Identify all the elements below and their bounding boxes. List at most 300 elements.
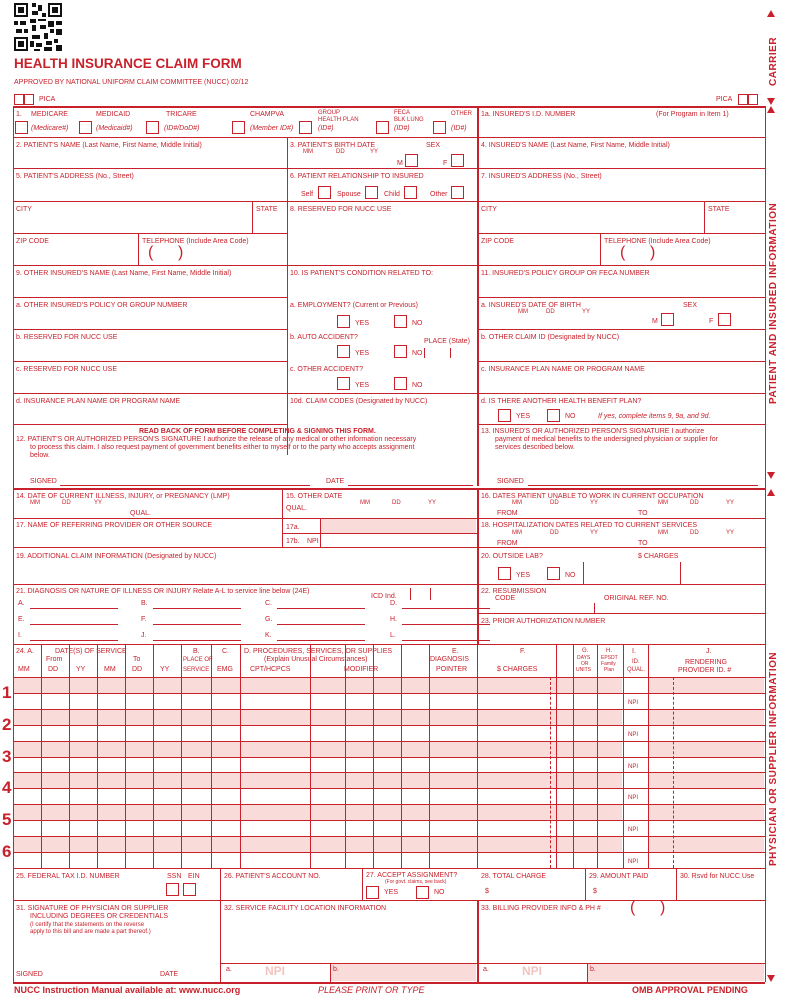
arrow-up-2 bbox=[767, 106, 775, 113]
line-section-break bbox=[13, 488, 765, 490]
svc-vline bbox=[477, 644, 478, 868]
zip-label-right: ZIP CODE bbox=[481, 238, 514, 245]
f19-label: 19. ADDITIONAL CLAIM INFORMATION (Designated by NUCC) bbox=[16, 553, 217, 560]
f31-date: DATE bbox=[160, 971, 179, 978]
svc-vline bbox=[597, 644, 598, 868]
f20-label: 20. OUTSIDE LAB? bbox=[481, 553, 543, 560]
f16-from: FROM bbox=[497, 510, 518, 517]
div-28-29 bbox=[585, 868, 586, 900]
f22-orig: ORIGINAL REF. NO. bbox=[604, 595, 669, 602]
f17a-label: 17a. bbox=[286, 524, 300, 531]
svc-row-number: 4 bbox=[2, 778, 12, 798]
svc-vline bbox=[69, 644, 70, 868]
f25-ein-checkbox[interactable] bbox=[183, 883, 196, 896]
f11d-yes-checkbox[interactable] bbox=[498, 409, 511, 422]
f18-mm1: MM bbox=[512, 530, 522, 536]
f31-signed: SIGNED bbox=[16, 971, 43, 978]
f17b-npi: NPI bbox=[307, 538, 319, 545]
f15-mm: MM bbox=[360, 500, 370, 506]
f17-label: 17. NAME OF REFERRING PROVIDER OR OTHER SOURCE bbox=[16, 522, 213, 529]
line-row3 bbox=[13, 201, 765, 202]
diag-letter: B. bbox=[141, 600, 148, 607]
svc-row-number: 6 bbox=[2, 842, 12, 861]
tricare-label: TRICARE bbox=[166, 111, 197, 118]
f20-no: NO bbox=[565, 572, 576, 579]
f11a-f: F bbox=[709, 318, 714, 325]
state-label-left: STATE bbox=[256, 206, 278, 213]
side-carrier: CARRIER bbox=[768, 36, 779, 86]
f28-dollar: $ bbox=[485, 888, 489, 895]
pica-right-box-2[interactable] bbox=[748, 94, 758, 105]
f17a-shade bbox=[320, 519, 476, 533]
f18-to: TO bbox=[638, 540, 648, 547]
side-physician-supplier: PHYSICIAN OR SUPPLIER INFORMATION bbox=[768, 651, 779, 866]
f24-h4: Plan bbox=[604, 667, 615, 673]
f24-h2: EPSDT bbox=[601, 655, 618, 661]
f4-label: 4. INSURED'S NAME (Last Name, First Name, Middle Initial) bbox=[481, 142, 670, 149]
f24-i2: ID. bbox=[632, 659, 640, 665]
footer-center: PLEASE PRINT OR TYPE bbox=[318, 985, 425, 995]
svc-vline bbox=[556, 644, 557, 868]
group-checkbox[interactable] bbox=[299, 121, 312, 134]
f22-label: 22. RESUBMISSION bbox=[481, 588, 547, 595]
group-label: GROUP bbox=[318, 110, 341, 116]
f12-line2: to process this claim. I also request payment of government benefits either to myself or to the party who accepts assignment bbox=[30, 444, 415, 451]
diag-line bbox=[153, 624, 241, 625]
f10c-no: NO bbox=[412, 382, 423, 389]
svc-shade-j bbox=[649, 742, 764, 757]
f16-mm1: MM bbox=[512, 500, 522, 506]
f24-c: C. bbox=[222, 648, 229, 655]
f6-other-checkbox[interactable] bbox=[451, 186, 464, 199]
f24-j3: PROVIDER ID. # bbox=[678, 667, 732, 674]
f1a-note: (For Program in Item 1) bbox=[656, 111, 729, 118]
diag-line bbox=[402, 640, 490, 641]
line-row4-right bbox=[477, 233, 765, 234]
f24-b: B. bbox=[193, 648, 200, 655]
f32-sub-b: b. bbox=[333, 966, 339, 973]
icd-box-right bbox=[430, 588, 431, 600]
f13-signed: SIGNED bbox=[497, 478, 524, 485]
arrow-down-3 bbox=[767, 975, 775, 982]
f27-label: 27. ACCEPT ASSIGNMENT? bbox=[366, 872, 458, 879]
f24-b2: PLACE OF bbox=[183, 657, 213, 663]
f13-line2: payment of medical benefits to the undersigned physician or supplier for bbox=[495, 436, 718, 443]
f24-from: From bbox=[46, 656, 63, 663]
f6-other: Other bbox=[430, 191, 448, 198]
svc-vline bbox=[373, 644, 374, 868]
f11a-label: a. INSURED'S DATE OF BIRTH bbox=[481, 302, 581, 309]
qr-code bbox=[14, 3, 62, 51]
pica-left-box-2[interactable] bbox=[24, 94, 34, 105]
tel-label-right: TELEPHONE (Include Area Code) bbox=[604, 238, 711, 245]
f10c-yes-checkbox[interactable] bbox=[337, 377, 350, 390]
f10a-label: a. EMPLOYMENT? (Current or Previous) bbox=[290, 302, 418, 309]
svc-vline bbox=[573, 644, 574, 868]
f9d-label: d. INSURANCE PLAN NAME OR PROGRAM NAME bbox=[16, 398, 181, 405]
diag-line bbox=[153, 608, 241, 609]
div-26-27 bbox=[362, 868, 363, 900]
svc-row-npi: NPI bbox=[628, 700, 639, 706]
line-row17 bbox=[13, 547, 765, 548]
medicare-checkbox[interactable] bbox=[15, 121, 28, 134]
f14-mm: MM bbox=[30, 500, 40, 506]
diag-line bbox=[30, 608, 118, 609]
f24-g4: UNITS bbox=[576, 667, 591, 673]
f8-label: 8. RESERVED FOR NUCC USE bbox=[290, 206, 392, 213]
svc-row-npi: NPI bbox=[628, 827, 639, 834]
f31-label: 31. SIGNATURE OF PHYSICIAN OR SUPPLIER bbox=[16, 905, 169, 912]
div-20b bbox=[680, 562, 681, 584]
f13-label: 13. INSURED'S OR AUTHORIZED PERSON'S SIGNATURE I authorize bbox=[481, 428, 705, 435]
diag-line bbox=[30, 624, 118, 625]
svc-shade-j bbox=[649, 773, 764, 788]
f24-e: E. bbox=[452, 648, 459, 655]
f24-yy1: YY bbox=[76, 666, 86, 673]
diag-letter: E. bbox=[18, 616, 25, 623]
diag-letter: K. bbox=[265, 632, 272, 639]
arrow-up-3 bbox=[767, 489, 775, 496]
f11a-f-checkbox[interactable] bbox=[718, 313, 731, 326]
svc-row-npi: NPI bbox=[628, 795, 639, 802]
f24-g3: OR bbox=[581, 661, 589, 667]
svc-vline bbox=[765, 644, 766, 868]
f6-spouse: Spouse bbox=[337, 191, 361, 198]
f30-label: 30. Rsvd for NUCC Use bbox=[680, 873, 755, 880]
f25-ein: EIN bbox=[188, 873, 200, 880]
f6-child: Child bbox=[384, 191, 400, 198]
city-label-left: CITY bbox=[16, 206, 32, 213]
svc-row-number: 2 bbox=[2, 714, 12, 734]
f18-label: 18. HOSPITALIZATION DATES RELATED TO CURRENT SERVICES bbox=[481, 522, 698, 529]
f6-self-checkbox[interactable] bbox=[318, 186, 331, 199]
f24-j: J. bbox=[706, 648, 712, 655]
svc-vline bbox=[623, 644, 624, 868]
f3-f-checkbox[interactable] bbox=[451, 154, 464, 167]
svc-row-npi: NPI bbox=[628, 859, 639, 865]
svc-vline bbox=[97, 644, 98, 868]
f20-yes-checkbox[interactable] bbox=[498, 567, 511, 580]
diag-line bbox=[277, 608, 365, 609]
f32b-shade bbox=[331, 964, 476, 981]
f16-to: TO bbox=[638, 510, 648, 517]
f24-f2: $ CHARGES bbox=[497, 666, 538, 673]
f24-f: F. bbox=[520, 648, 526, 655]
f10a-yes: YES bbox=[355, 320, 370, 327]
f24-yy2: YY bbox=[160, 666, 170, 673]
f21-label: 21. DIAGNOSIS OR NATURE OF ILLNESS OR INJURY Relate A-L to service line below (24E) bbox=[16, 588, 310, 595]
medicaid-label: MEDICAID bbox=[96, 111, 131, 118]
diag-letter: G. bbox=[265, 616, 273, 623]
svc-vline bbox=[153, 644, 154, 868]
f24-dates: DATE(S) OF SERVICE bbox=[55, 648, 127, 655]
f7-label: 7. INSURED'S ADDRESS (No., Street) bbox=[481, 173, 602, 180]
other-checkbox[interactable] bbox=[433, 121, 446, 134]
line-row2 bbox=[13, 168, 765, 169]
feca-checkbox[interactable] bbox=[376, 121, 389, 134]
svc-vline bbox=[240, 644, 241, 868]
f16-mm2: MM bbox=[658, 500, 668, 506]
medicaid-checkbox[interactable] bbox=[79, 121, 92, 134]
svc-shade bbox=[14, 773, 622, 788]
f12-signed: SIGNED bbox=[30, 478, 57, 485]
f24-j2: RENDERING bbox=[685, 659, 728, 666]
tel-label-left: TELEPHONE (Include Area Code) bbox=[142, 238, 249, 245]
f12-line3: below. bbox=[30, 452, 50, 459]
diag-letter: H. bbox=[390, 616, 397, 623]
f11a-m-checkbox[interactable] bbox=[661, 313, 674, 326]
f33-paren-open: ( bbox=[630, 899, 636, 916]
line-row6-right bbox=[477, 297, 765, 298]
f6-spouse-checkbox[interactable] bbox=[365, 186, 378, 199]
div-tel-left bbox=[138, 233, 139, 265]
svc-row-npi: NPI bbox=[628, 731, 639, 738]
div-25-26 bbox=[220, 868, 221, 982]
f29-label: 29. AMOUNT PAID bbox=[589, 873, 649, 880]
svc-shade bbox=[14, 678, 622, 693]
svc-row-npi: NPI bbox=[628, 763, 639, 770]
svc-vline bbox=[211, 644, 212, 868]
f11a-yy: YY bbox=[582, 309, 591, 315]
f27-yes: YES bbox=[384, 889, 399, 896]
f32-npi-ghost: NPI bbox=[265, 964, 286, 978]
f33-label: 33. BILLING PROVIDER INFO & PH # bbox=[481, 905, 601, 912]
place-state: PLACE (State) bbox=[424, 338, 470, 345]
f11d-no-checkbox[interactable] bbox=[547, 409, 560, 422]
f11d-yes: YES bbox=[516, 413, 531, 420]
f15-yy: YY bbox=[428, 500, 437, 506]
frame-top bbox=[13, 106, 765, 108]
svc-shade bbox=[14, 837, 622, 852]
f21-icd: ICD Ind. bbox=[371, 593, 397, 600]
f9b-label: b. RESERVED FOR NUCC USE bbox=[16, 334, 118, 341]
f6-self: Self bbox=[301, 191, 314, 198]
diag-line bbox=[30, 640, 118, 641]
arrow-up-1 bbox=[767, 10, 775, 17]
f14-yy: YY bbox=[94, 500, 103, 506]
f3-sex: SEX bbox=[426, 142, 441, 149]
f24-mm1: MM bbox=[18, 666, 30, 673]
champva-checkbox[interactable] bbox=[232, 121, 245, 134]
f25-label: 25. FEDERAL TAX I.D. NUMBER bbox=[16, 873, 120, 880]
f18-mm2: MM bbox=[658, 530, 668, 536]
diag-letter: L. bbox=[390, 632, 396, 639]
f33-sub-b: b. bbox=[590, 966, 596, 973]
line-22 bbox=[477, 613, 765, 614]
f17b-label: 17b. bbox=[286, 538, 300, 545]
svc-vline bbox=[310, 644, 311, 868]
f9a-label: a. OTHER INSURED'S POLICY OR GROUP NUMBER bbox=[16, 302, 188, 309]
tricare-checkbox[interactable] bbox=[146, 121, 159, 134]
item1-label: 1. bbox=[16, 111, 22, 118]
f12-signed-line bbox=[60, 485, 310, 486]
city-label-right: CITY bbox=[481, 206, 497, 213]
f3-label: 3. PATIENT'S BIRTH DATE bbox=[290, 142, 376, 149]
line-17a bbox=[282, 533, 477, 534]
f24-h3: Family bbox=[601, 661, 616, 667]
f3-m-checkbox[interactable] bbox=[405, 154, 418, 167]
feca-label: FECA bbox=[394, 110, 411, 116]
f31-l3: (I certify that the statements on the reverse bbox=[30, 922, 145, 928]
svc-shade-j bbox=[649, 837, 764, 852]
svc-vline bbox=[181, 644, 182, 868]
div-20 bbox=[583, 562, 584, 584]
svc-vline bbox=[345, 644, 346, 868]
f3-yy: YY bbox=[370, 149, 379, 155]
f11a-sex: SEX bbox=[683, 302, 698, 309]
f10c-yes: YES bbox=[355, 382, 370, 389]
f10a-no-checkbox[interactable] bbox=[394, 315, 407, 328]
svc-vline bbox=[401, 644, 402, 868]
paren-open-right: ( bbox=[620, 244, 626, 261]
f24-g: G. bbox=[582, 648, 589, 654]
line-row7-right bbox=[477, 329, 765, 330]
svc-row-number: 5 bbox=[2, 810, 12, 830]
f14-dd: DD bbox=[62, 500, 71, 506]
f24-d2: (Explain Unusual Circumstances) bbox=[264, 656, 368, 663]
f20-no-checkbox[interactable] bbox=[547, 567, 560, 580]
other-id: (ID#) bbox=[451, 125, 467, 132]
f24-mm2: MM bbox=[104, 666, 116, 673]
f3-dd: DD bbox=[336, 149, 345, 155]
f15-qual: QUAL. bbox=[286, 505, 308, 512]
f10a-yes-checkbox[interactable] bbox=[337, 315, 350, 328]
f16-dd1: DD bbox=[550, 500, 559, 506]
svc-vline bbox=[125, 644, 126, 868]
side-patient-insured: PATIENT AND INSURED INFORMATION bbox=[768, 202, 779, 404]
medicaid-id: (Medicaid#) bbox=[96, 125, 133, 132]
svc-shade bbox=[14, 710, 622, 725]
f12-date-line bbox=[348, 485, 473, 486]
f18-dd1: DD bbox=[550, 530, 559, 536]
f16-label: 16. DATES PATIENT UNABLE TO WORK IN CURRENT OCCUPATION bbox=[481, 493, 704, 500]
f11c-label: c. INSURANCE PLAN NAME OR PROGRAM NAME bbox=[481, 366, 645, 373]
f16-dd2: DD bbox=[690, 500, 699, 506]
f24-e2: DIAGNOSIS bbox=[430, 656, 469, 663]
footer-left: NUCC Instruction Manual available at: www.nucc.org bbox=[14, 985, 241, 995]
f11a-m: M bbox=[652, 318, 658, 325]
pica-right-label: PICA bbox=[716, 96, 733, 103]
f13-line3: services described below. bbox=[495, 444, 575, 451]
f15-label: 15. OTHER DATE bbox=[286, 493, 343, 500]
state-label-right: STATE bbox=[708, 206, 730, 213]
f10-label: 10. IS PATIENT'S CONDITION RELATED TO: bbox=[290, 270, 434, 277]
svc-row-number: 3 bbox=[2, 746, 12, 766]
f32-sub-a: a. bbox=[226, 966, 232, 973]
diag-letter: C. bbox=[265, 600, 272, 607]
f11a-mm: MM bbox=[518, 309, 528, 315]
f33-sub-a: a. bbox=[483, 966, 489, 973]
f11d-note: If yes, complete items 9, 9a, and 9d. bbox=[598, 413, 711, 420]
f10c-no-checkbox[interactable] bbox=[394, 377, 407, 390]
diag-letter: A. bbox=[18, 600, 25, 607]
champva-label: CHAMPVA bbox=[250, 111, 285, 118]
medicare-label: MEDICARE bbox=[31, 111, 68, 118]
f27-yes-checkbox[interactable] bbox=[366, 886, 379, 899]
div-32-33 bbox=[477, 900, 479, 982]
feca-id: (ID#) bbox=[394, 125, 410, 132]
f24-cpt: CPT/HCPCS bbox=[250, 666, 291, 673]
pica-left-label: PICA bbox=[39, 96, 56, 103]
f13-signed-line bbox=[528, 485, 758, 486]
f10d-label: 10d. CLAIM CODES (Designated by NUCC) bbox=[290, 398, 428, 405]
svc-vline bbox=[429, 644, 430, 868]
paren-close-left: ) bbox=[178, 244, 184, 261]
f25-ssn-checkbox[interactable] bbox=[166, 883, 179, 896]
tricare-id: (ID#/DoD#) bbox=[164, 125, 200, 132]
f27-no-checkbox[interactable] bbox=[416, 886, 429, 899]
svc-shade bbox=[14, 742, 622, 757]
line-row10-left bbox=[13, 424, 287, 425]
diag-line bbox=[402, 608, 490, 609]
feca-label-2: BLK LUNG bbox=[394, 117, 424, 123]
diag-letter: J. bbox=[141, 632, 147, 639]
f20-yes: YES bbox=[516, 572, 531, 579]
f10b-no-checkbox[interactable] bbox=[394, 345, 407, 358]
line-row4-left bbox=[13, 233, 287, 234]
f14-qual: QUAL. bbox=[130, 510, 152, 517]
other-label: OTHER bbox=[451, 111, 472, 117]
f3-m: M bbox=[397, 160, 403, 167]
f23-label: 23. PRIOR AUTHORIZATION NUMBER bbox=[481, 618, 606, 625]
f6-child-checkbox[interactable] bbox=[404, 186, 417, 199]
f15-dd: DD bbox=[392, 500, 401, 506]
f9-label: 9. OTHER INSURED'S NAME (Last Name, First Name, Middle Initial) bbox=[16, 270, 232, 277]
f28-label: 28. TOTAL CHARGE bbox=[481, 873, 547, 880]
arrow-down-1 bbox=[767, 98, 775, 105]
f10b-yes-checkbox[interactable] bbox=[337, 345, 350, 358]
medicare-id: (Medicare#) bbox=[31, 125, 69, 132]
svc-row-number: 1 bbox=[2, 683, 12, 702]
arrow-down-2 bbox=[767, 472, 775, 479]
place-box-right bbox=[450, 348, 451, 358]
svc-vline-dashed bbox=[673, 677, 674, 868]
f10a-no: NO bbox=[412, 320, 423, 327]
place-box-left bbox=[424, 348, 425, 358]
f24-g2: DAYS bbox=[577, 655, 591, 661]
f1a-label: 1a. INSURED'S I.D. NUMBER bbox=[481, 111, 576, 118]
f26-label: 26. PATIENT'S ACCOUNT NO. bbox=[224, 873, 321, 880]
diag-line bbox=[277, 640, 365, 641]
f24-to: To bbox=[133, 656, 141, 663]
f11-label: 11. INSURED'S POLICY GROUP OR FECA NUMBER bbox=[481, 270, 650, 277]
diag-letter: D. bbox=[390, 600, 397, 607]
f18-from: FROM bbox=[497, 540, 518, 547]
f18-yy1: YY bbox=[590, 530, 599, 536]
pica-left-box-1[interactable] bbox=[14, 94, 24, 105]
f11a-dd: DD bbox=[546, 309, 555, 315]
group-id: (ID#) bbox=[318, 125, 334, 132]
svc-vline bbox=[41, 644, 42, 868]
line-row7-left bbox=[13, 329, 287, 330]
pica-right-box-1[interactable] bbox=[738, 94, 748, 105]
line-row25 bbox=[13, 900, 765, 901]
f10b-label: b. AUTO ACCIDENT? bbox=[290, 334, 358, 341]
f31-l4: apply to this bill and are made a part thereof.) bbox=[30, 929, 151, 935]
f6-label: 6. PATIENT RELATIONSHIP TO INSURED bbox=[290, 173, 424, 180]
line-row5 bbox=[13, 265, 765, 266]
line-row19 bbox=[13, 584, 765, 585]
f9c-label: c. RESERVED FOR NUCC USE bbox=[16, 366, 117, 373]
zip-label-left: ZIP CODE bbox=[16, 238, 49, 245]
f24-a: 24. A. bbox=[16, 648, 34, 655]
f24-e3: POINTER bbox=[436, 666, 468, 673]
svc-shade-j bbox=[649, 710, 764, 725]
div-state-right bbox=[704, 201, 705, 233]
f12-label: 12. PATIENT'S OR AUTHORIZED PERSON'S SIGNATURE I authorize the release of any medical or other information necessary bbox=[16, 436, 417, 443]
line-row6-left bbox=[13, 297, 287, 298]
form-title: HEALTH INSURANCE CLAIM FORM bbox=[14, 56, 242, 71]
